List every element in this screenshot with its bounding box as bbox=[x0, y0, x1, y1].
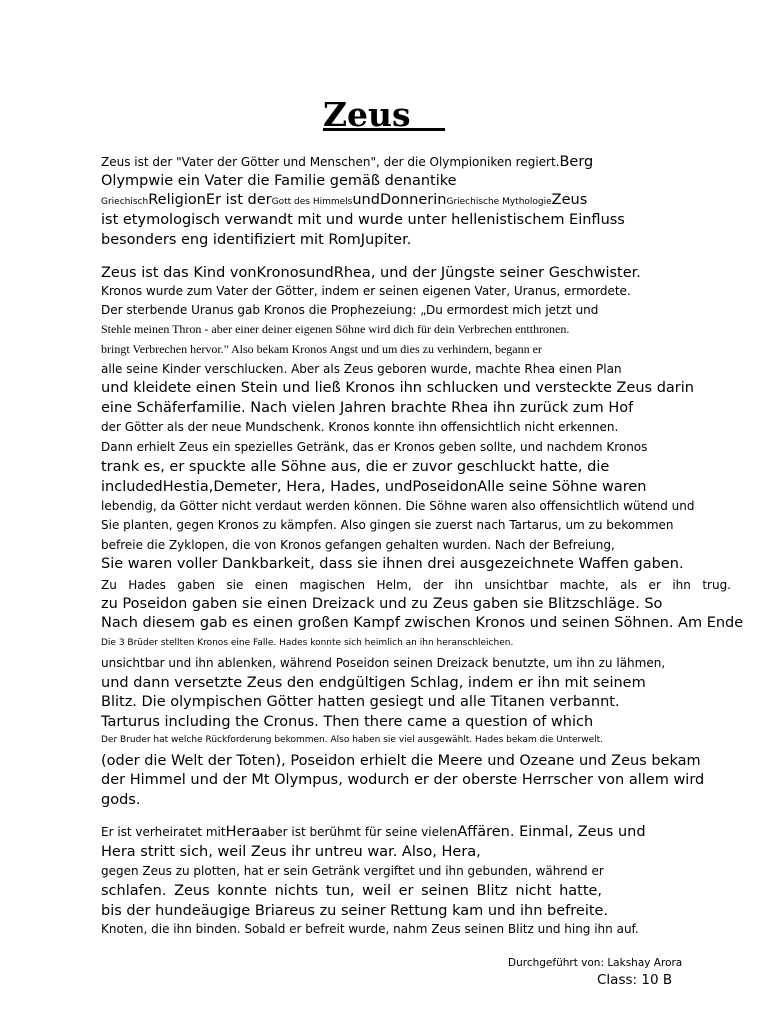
paragraph-1-line-3 bbox=[101, 191, 587, 211]
paragraph-2-line-17: Zu Hades gaben sie einen magischen Helm, der ihn unsichtbar machte, als er ihn trug. bbox=[101, 578, 731, 592]
paragraph-2-line-26: (oder die Welt der Toten), Poseidon erhielt die Meere und Ozeane und Zeus bekam bbox=[101, 753, 701, 769]
class-label: Class: 10 B bbox=[597, 972, 673, 988]
text-run: Alle seine Söhne waren bbox=[477, 479, 647, 495]
paragraph-2-line-25: Der Bruder hat welche Rückforderung bekommen. Also haben sie viel ausgewählt. Hades bekam die Unterwelt. bbox=[101, 735, 604, 745]
paragraph-2-line-28: gods. bbox=[101, 792, 141, 808]
paragraph-3-line-3: gegen Zeus zu plotten, hat er sein Getränk vergiftet und ihn gebunden, während er bbox=[101, 864, 604, 878]
paragraph-2-line-11: trank es, er spuckte alle Söhne aus, die er zuvor geschluckt hatte, die bbox=[101, 459, 610, 475]
paragraph-2-line-10: Dann erhielt Zeus ein spezielles Getränk, das er Kronos geben sollte, und nachdem Kronos bbox=[101, 440, 648, 454]
paragraph-3-line-2: Hera stritt sich, weil Zeus ihr untreu war. Also, Hera, bbox=[101, 844, 481, 860]
text-run: Griechische Mythologie bbox=[446, 197, 552, 207]
paragraph-2-line-16: Sie waren voller Dankbarkeit, dass sie ihnen drei ausgezeichnete Waffen gaben. bbox=[101, 556, 684, 572]
paragraph-1-line-1 bbox=[101, 153, 593, 171]
paragraph-2-line-27: der Himmel und der Mt Olympus, wodurch er der oberste Herrscher von allem wird bbox=[101, 772, 705, 788]
text-run: Hera bbox=[225, 824, 261, 840]
page-title: Zeus bbox=[322, 95, 446, 134]
paragraph-2-line-23: Blitz. Die olympischen Götter hatten gesiegt und alle Titanen verbannt. bbox=[101, 694, 620, 710]
text-run: includedHestia,Demeter, Hera, Hades, undPoseidon bbox=[101, 479, 478, 495]
text-run: Er ist verheiratet mit bbox=[101, 825, 226, 839]
paragraph-2-line-4: Stehle meinen Thron - aber einer deiner eigenen Söhne wird dich für dein Verbrechen entthronen. bbox=[101, 322, 570, 336]
paragraph-3-line-4: schlafen. Zeus konnte nichts tun, weil er seinen Blitz nicht hatte, bbox=[101, 883, 603, 899]
paragraph-2-line-13: lebendig, da Götter nicht verdaut werden können. Die Söhne waren also offensichtlich wütend und bbox=[101, 499, 695, 513]
text-run: Zeus ist der "Vater der Götter und Menschen", der die Olympioniken regiert. bbox=[101, 155, 560, 169]
paragraph-2-line-18: zu Poseidon gaben sie einen Dreizack und zu Zeus gaben sie Blitzschläge. So bbox=[101, 596, 663, 612]
paragraph-2-line-6: alle seine Kinder verschlucken. Aber als Zeus geboren wurde, machte Rhea einen Plan bbox=[101, 362, 622, 376]
paragraph-2-line-20: Die 3 Brüder stellten Kronos eine Falle. Hades konnte sich heimlich an ihn heranschleichen. bbox=[101, 638, 514, 648]
paragraph-2-line-3: Der sterbende Uranus gab Kronos die Prophezeiung: „Du ermordest mich jetzt und bbox=[101, 303, 599, 317]
paragraph-2-line-2: Kronos wurde zum Vater der Götter, indem er seinen eigenen Vater, Uranus, ermordete. bbox=[101, 284, 631, 298]
paragraph-2-line-8: eine Schäferfamilie. Nach vielen Jahren brachte Rhea ihn zurück zum Hof bbox=[101, 400, 634, 416]
paragraph-2-line-21: unsichtbar und ihn ablenken, während Poseidon seinen Dreizack benutzte, um ihn zu lähmen, bbox=[101, 656, 666, 670]
paragraph-1-line-4: ist etymologisch verwandt mit und wurde unter hellenistischem Einfluss bbox=[101, 212, 625, 228]
paragraph-2-line-5: bringt Verbrechen hervor." Also bekam Kronos Angst und um dies zu verhindern, begann er bbox=[101, 342, 542, 356]
text-run: undDonnerin bbox=[352, 192, 447, 208]
paragraph-1-line-5: besonders eng identifiziert mit RomJupiter. bbox=[101, 232, 412, 248]
paragraph-2-line-14: Sie planten, gegen Kronos zu kämpfen. Also gingen sie zuerst nach Tartarus, um zu bekommen bbox=[101, 518, 674, 532]
paragraph-2-line-22: und dann versetzte Zeus den endgültigen Schlag, indem er ihn mit seinem bbox=[101, 675, 646, 691]
text-run: Gott des Himmels bbox=[271, 197, 353, 207]
paragraph-2-line-15: befreie die Zyklopen, die von Kronos gefangen gehalten wurden. Nach der Befreiung, bbox=[101, 538, 615, 552]
paragraph-3-line-1 bbox=[101, 823, 646, 841]
text-run: aber ist berühmt für seine vielen bbox=[260, 825, 458, 839]
paragraph-1-line-2: Olympwie ein Vater die Familie gemäß denantike bbox=[101, 173, 457, 189]
text-run: Affären. Einmal, Zeus und bbox=[457, 824, 646, 840]
paragraph-2-line-19: Nach diesem gab es einen großen Kampf zwischen Kronos und seinen Söhnen. Am Ende bbox=[101, 615, 744, 631]
paragraph-2-line-12 bbox=[101, 478, 647, 496]
text-run: Griechisch bbox=[101, 197, 149, 207]
paragraph-2-line-24: Tarturus including the Cronus. Then there came a question of which bbox=[101, 714, 594, 730]
paragraph-3-line-5: bis der hundeäugige Briareus zu seiner Rettung kam und ihn befreite. bbox=[101, 903, 609, 919]
paragraph-3-line-6: Knoten, die ihn binden. Sobald er befreit wurde, nahm Zeus seinen Blitz und hing ihn auf. bbox=[101, 922, 639, 936]
text-run: Zeus bbox=[551, 192, 588, 208]
paragraph-2-line-1: Zeus ist das Kind vonKronosundRhea, und der Jüngste seiner Geschwister. bbox=[101, 265, 641, 281]
text-run: Berg bbox=[559, 154, 594, 170]
text-run: ReligionEr ist der bbox=[148, 192, 272, 208]
author-credit: Durchgeführt von: Lakshay Arora bbox=[508, 957, 683, 969]
paragraph-2-line-7: und kleidete einen Stein und ließ Kronos ihn schlucken und versteckte Zeus darin bbox=[101, 380, 694, 396]
paragraph-2-line-9: der Götter als der neue Mundschenk. Kronos konnte ihn offensichtlich nicht erkennen. bbox=[101, 420, 619, 434]
